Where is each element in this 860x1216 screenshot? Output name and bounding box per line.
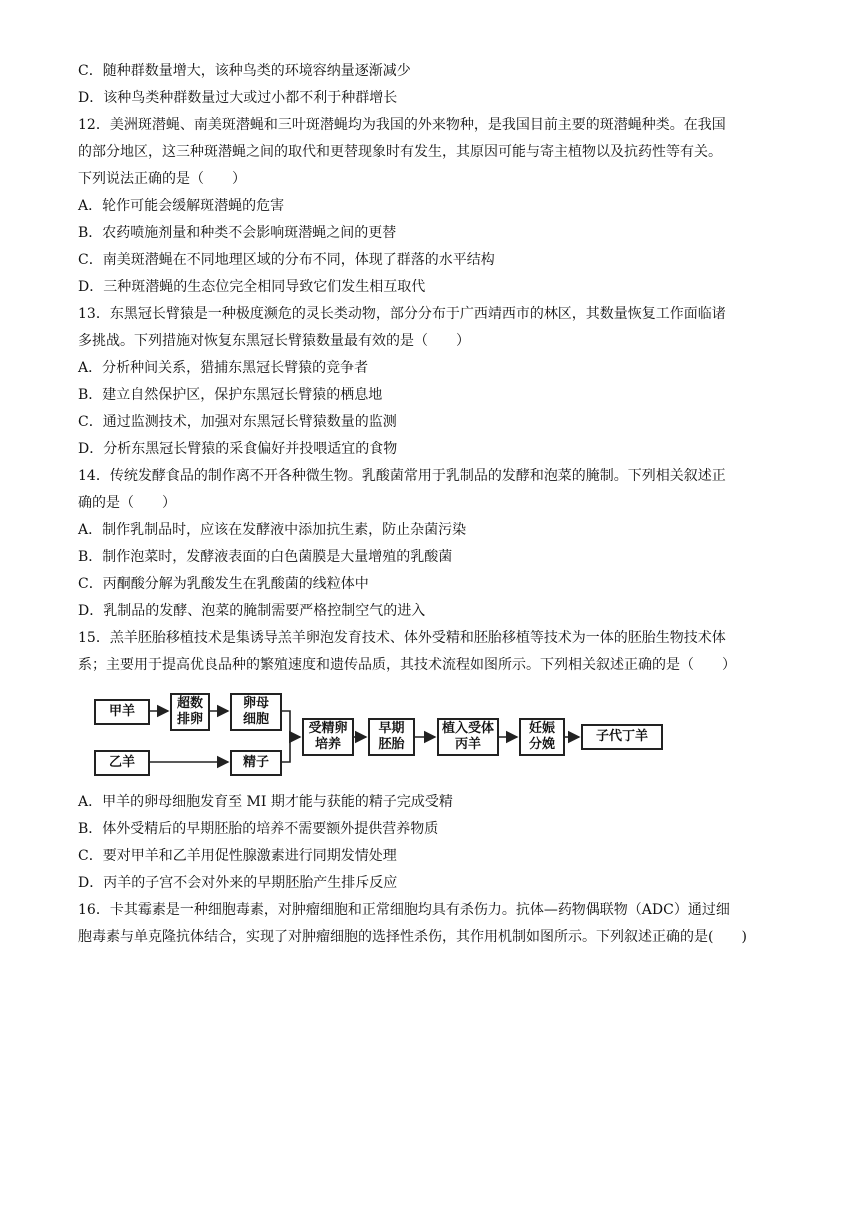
q12-option-b: B．农药喷施剂量和种类不会影响斑潜蝇之间的更替 xyxy=(78,225,397,241)
box-luanmu-xibao: 卵母 细胞 xyxy=(230,693,282,731)
q12-option-d: D．三种斑潜蝇的生态位完全相同导致它们发生相互取代 xyxy=(78,279,426,295)
q12-stem-line2: 的部分地区，这三种斑潜蝇之间的取代和更替现象时有发生，其原因可能与寄主植物以及抗药性等有关。 xyxy=(78,144,722,160)
q13-option-b: B．建立自然保护区，保护东黑冠长臂猿的栖息地 xyxy=(78,387,383,403)
q11-option-c: C．随种群数量增大，该种鸟类的环境容纳量逐渐减少 xyxy=(78,63,411,79)
box-jia-yang: 甲羊 xyxy=(94,699,150,725)
q15-option-d: D．丙羊的子宫不会对外来的早期胚胎产生排斥反应 xyxy=(78,875,398,891)
q14-option-a: A．制作乳制品时，应该在发酵液中添加抗生素，防止杂菌污染 xyxy=(78,522,467,538)
box-jingzi: 精子 xyxy=(230,750,282,776)
q14-stem-line2: 确的是（ ） xyxy=(78,495,176,511)
q13-option-c: C．通过监测技术，加强对东黑冠长臂猿数量的监测 xyxy=(78,414,397,430)
box-zhiru-shouti: 植入受体 丙羊 xyxy=(437,718,499,756)
box-zidai-dingyang: 子代丁羊 xyxy=(581,724,663,750)
q14-option-b: B．制作泡菜时，发酵液表面的白色菌膜是大量增殖的乳酸菌 xyxy=(78,549,453,565)
q16-stem-line2: 胞毒素与单克隆抗体结合，实现了对肿瘤细胞的选择性杀伤，其作用机制如图所示。下列叙述正确的是( ) xyxy=(78,929,747,945)
exam-page xyxy=(78,58,794,951)
q12-option-a: A．轮作可能会缓解斑潜蝇的危害 xyxy=(78,198,285,214)
q16-stem-line1: 16．卡其霉素是一种细胞毒素，对肿瘤细胞和正常细胞均具有杀伤力。抗体—药物偶联物（ADC）通过细 xyxy=(78,902,730,918)
q15-stem-line1: 15．羔羊胚胎移植技术是集诱导羔羊卵泡发育技术、体外受精和胚胎移植等技术为一体的胚胎生物技术体 xyxy=(78,630,726,646)
box-shoujingluan-peiyang: 受精卵 培养 xyxy=(302,718,354,756)
q12-stem-line1: 12．美洲斑潜蝇、南美斑潜蝇和三叶斑潜蝇均为我国的外来物种，是我国目前主要的斑潜蝇种类。在我国 xyxy=(78,117,726,133)
q11-option-d: D．该种鸟类种群数量过大或过小都不利于种群增长 xyxy=(78,90,398,106)
q15-stem-line2: 系；主要用于提高优良品种的繁殖速度和遗传品质，其技术流程如图所示。下列相关叙述正确的是（ ） xyxy=(78,657,736,673)
q13-option-a: A．分析种间关系，猎捕东黑冠长臂猿的竞争者 xyxy=(78,360,369,376)
box-zaoqi-peitai: 早期 胚胎 xyxy=(368,718,415,756)
q13-stem-line2: 多挑战。下列措施对恢复东黑冠长臂猿数量最有效的是（ ） xyxy=(78,333,470,349)
q15-option-a: A．甲羊的卵母细胞发育至 MI 期才能与获能的精子完成受精 xyxy=(78,794,453,810)
q15-option-c: C．要对甲羊和乙羊用促性腺激素进行同期发情处理 xyxy=(78,848,397,864)
q13-stem-line1: 13．东黑冠长臂猿是一种极度濒危的灵长类动物，部分分布于广西靖西市的林区，其数量恢复工作面临诸 xyxy=(78,306,726,322)
merge-bracket xyxy=(282,711,290,762)
box-chaoshu-pailuan: 超数 排卵 xyxy=(170,693,210,731)
box-renshen-fenmian: 妊娠 分娩 xyxy=(519,718,565,756)
q13-option-d: D．分析东黑冠长臂猿的采食偏好并投喂适宜的食物 xyxy=(78,441,398,457)
q14-stem-line1: 14．传统发酵食品的制作离不开各种微生物。乳酸菌常用于乳制品的发酵和泡菜的腌制。下列相关叙述正 xyxy=(78,468,726,484)
q14-option-d: D．乳制品的发酵、泡菜的腌制需要严格控制空气的进入 xyxy=(78,603,426,619)
box-yi-yang: 乙羊 xyxy=(94,750,150,776)
q14-option-c: C．丙酮酸分解为乳酸发生在乳酸菌的线粒体中 xyxy=(78,576,369,592)
q15-option-b: B．体外受精后的早期胚胎的培养不需要额外提供营养物质 xyxy=(78,821,439,837)
q12-option-c: C．南美斑潜蝇在不同地理区域的分布不同，体现了群落的水平结构 xyxy=(78,252,495,268)
embryo-transfer-flowchart xyxy=(92,687,667,783)
q12-stem-line3: 下列说法正确的是（ ） xyxy=(78,171,246,187)
